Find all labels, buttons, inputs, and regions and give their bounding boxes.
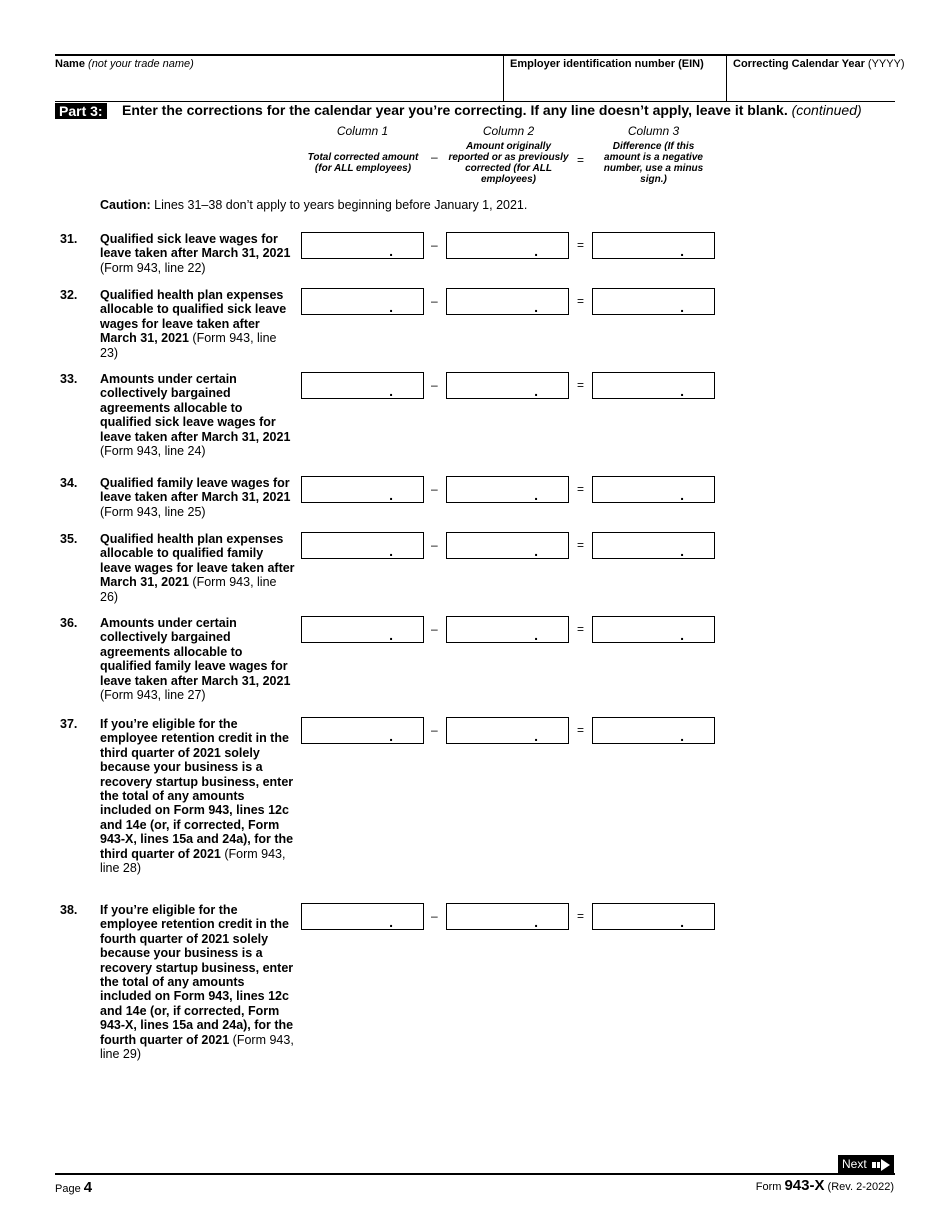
footer-rule: [55, 1173, 895, 1175]
minus-sign: –: [431, 622, 438, 636]
column-3-input[interactable]: [592, 903, 715, 930]
line-description-bold: Amounts under certain collectively bargained agreements allocable to qualified family leave wages for leave taken after March 31, 2021: [100, 616, 291, 688]
column-3-input[interactable]: [592, 288, 715, 315]
line-description-bold: Amounts under certain collectively bargained agreements allocable to qualified sick leave wages for leave taken after March 31, 2021: [100, 372, 291, 444]
form-identifier: Form 943-X (Rev. 2-2022): [755, 1177, 894, 1194]
line-description-bold: Qualified health plan expenses allocable to qualified family leave wages for leave taken after March 31, 2021: [100, 532, 295, 590]
part-tag: Part 3:: [55, 103, 107, 119]
column-1-input[interactable]: [301, 616, 424, 643]
decimal-point: .: [534, 914, 538, 930]
decimal-point: .: [389, 914, 393, 930]
line-description-bold: If you’re eligible for the employee retention credit in the fourth quarter of 2021 solely because your business is a recovery startup business, enter the total of any amounts included on Form 943, lines 12c and 14e (or, if corrected, Form 943-X, lines 15a and 24a), for the fourth quarter of 2021: [100, 903, 294, 1047]
line-description-ref: (Form 943, line 27): [100, 688, 206, 703]
decimal-point: .: [389, 543, 393, 559]
name-field-label: Name (not your trade name): [55, 58, 194, 70]
column-3-input[interactable]: [592, 717, 715, 744]
decimal-point: .: [680, 627, 684, 643]
equals-sign: =: [577, 378, 585, 392]
equals-sign: =: [577, 538, 585, 552]
column-2-subtitle: Amount originally reported or as previously corrected (for ALL employees): [448, 141, 569, 185]
column-3-input[interactable]: [592, 532, 715, 559]
year-field-label: Correcting Calendar Year (YYYY): [733, 58, 905, 70]
ein-input[interactable]: [506, 72, 724, 98]
decimal-point: .: [534, 243, 538, 259]
column-2-input[interactable]: [446, 288, 569, 315]
column-3-title: Column 3: [627, 124, 680, 138]
year-input[interactable]: [729, 72, 895, 98]
column-3-input[interactable]: [592, 372, 715, 399]
line-number: 31.: [60, 232, 78, 246]
line-description-ref: (Form 943, line 23): [100, 331, 277, 360]
decimal-point: .: [534, 487, 538, 503]
decimal-point: .: [680, 914, 684, 930]
header-top-rule: [55, 54, 895, 56]
column-2-input[interactable]: [446, 476, 569, 503]
line-description: [100, 717, 295, 875]
decimal-point: .: [680, 543, 684, 559]
column-3-subtitle: Difference (If this amount is a negative number, use a minus sign.): [603, 141, 704, 185]
next-button[interactable]: Next: [838, 1155, 894, 1173]
minus-sign: –: [431, 909, 438, 923]
line-description-ref: (Form 943, line 25): [100, 504, 206, 519]
column-3-input[interactable]: [592, 616, 715, 643]
line-number: 38.: [60, 903, 78, 917]
line-description: [100, 288, 295, 360]
line-description-bold: If you’re eligible for the employee retention credit in the third quarter of 2021 solely because your business is a recovery startup business, enter the total of any amounts included on Form 943, lines 12c and 14e (or, if corrected, Form 943-X, lines 15a and 24a), for the third quarter of 2021: [100, 717, 294, 861]
minus-sign: –: [431, 378, 438, 392]
column-1-input[interactable]: [301, 532, 424, 559]
decimal-point: .: [680, 728, 684, 744]
equals-sign: =: [577, 909, 585, 923]
column-1-input[interactable]: [301, 903, 424, 930]
minus-sign: –: [431, 482, 438, 496]
decimal-point: .: [389, 243, 393, 259]
column-1-input[interactable]: [301, 717, 424, 744]
minus-sign: –: [431, 538, 438, 552]
column-1-input[interactable]: [301, 288, 424, 315]
line-description: [100, 903, 295, 1061]
part-title: Enter the corrections for the calendar year you’re correcting. If any line doesn’t apply, leave it blank. (continued): [122, 102, 862, 118]
column-1-input[interactable]: [301, 476, 424, 503]
column-3-input[interactable]: [592, 476, 715, 503]
ein-field-label: Employer identification number (EIN): [510, 58, 704, 70]
line-description-ref: (Form 943, line 22): [100, 260, 206, 275]
line-number: 35.: [60, 532, 78, 546]
decimal-point: .: [389, 728, 393, 744]
column-2-title: Column 2: [482, 124, 535, 138]
decimal-point: .: [680, 243, 684, 259]
column-2-input[interactable]: [446, 717, 569, 744]
decimal-point: .: [534, 627, 538, 643]
caution-note: Caution: Lines 31–38 don’t apply to years beginning before January 1, 2021.: [100, 198, 528, 212]
equals-sign: =: [577, 723, 585, 737]
column-2-input[interactable]: [446, 532, 569, 559]
decimal-point: .: [680, 383, 684, 399]
next-arrow-icon: [872, 1158, 890, 1170]
column-2-input[interactable]: [446, 232, 569, 259]
column-equals-sign: =: [577, 153, 585, 167]
decimal-point: .: [389, 299, 393, 315]
minus-sign: –: [431, 238, 438, 252]
line-description-ref: (Form 943, line 28): [100, 846, 286, 876]
line-description-ref: (Form 943, line 24): [100, 444, 206, 459]
column-1-title: Column 1: [336, 124, 389, 138]
equals-sign: =: [577, 482, 585, 496]
column-3-input[interactable]: [592, 232, 715, 259]
column-1-input[interactable]: [301, 232, 424, 259]
decimal-point: .: [534, 543, 538, 559]
page-number: Page 4: [55, 1179, 93, 1196]
decimal-point: .: [534, 383, 538, 399]
header-divider-1: [503, 54, 504, 102]
header-divider-2: [726, 54, 727, 102]
line-description-ref: (Form 943, line 29): [100, 1032, 294, 1062]
line-number: 34.: [60, 476, 78, 490]
line-number: 32.: [60, 288, 78, 302]
line-description: [100, 476, 295, 519]
line-number: 37.: [60, 717, 78, 731]
column-2-input[interactable]: [446, 903, 569, 930]
decimal-point: .: [680, 487, 684, 503]
column-1-input[interactable]: [301, 372, 424, 399]
decimal-point: .: [389, 383, 393, 399]
decimal-point: .: [389, 487, 393, 503]
line-number: 36.: [60, 616, 78, 630]
line-description-bold: Qualified health plan expenses allocable to qualified sick leave wages for leave taken after March 31, 2021: [100, 288, 287, 346]
decimal-point: .: [534, 299, 538, 315]
decimal-point: .: [534, 728, 538, 744]
column-1-subtitle: Total corrected amount (for ALL employees): [307, 152, 419, 174]
line-description: [100, 616, 295, 702]
minus-sign: –: [431, 723, 438, 737]
name-input[interactable]: [55, 72, 500, 98]
equals-sign: =: [577, 294, 585, 308]
line-description: [100, 232, 295, 275]
decimal-point: .: [680, 299, 684, 315]
line-description: [100, 372, 295, 458]
line-description-ref: (Form 943, line 26): [100, 575, 277, 604]
equals-sign: =: [577, 622, 585, 636]
equals-sign: =: [577, 238, 585, 252]
column-2-input[interactable]: [446, 372, 569, 399]
line-description: [100, 532, 295, 604]
line-number: 33.: [60, 372, 78, 386]
decimal-point: .: [389, 627, 393, 643]
line-description-bold: Qualified sick leave wages for leave taken after March 31, 2021: [100, 232, 291, 261]
line-description-bold: Qualified family leave wages for leave taken after March 31, 2021: [100, 476, 291, 505]
minus-sign: –: [431, 294, 438, 308]
column-2-input[interactable]: [446, 616, 569, 643]
column-minus-sign: –: [431, 150, 438, 164]
